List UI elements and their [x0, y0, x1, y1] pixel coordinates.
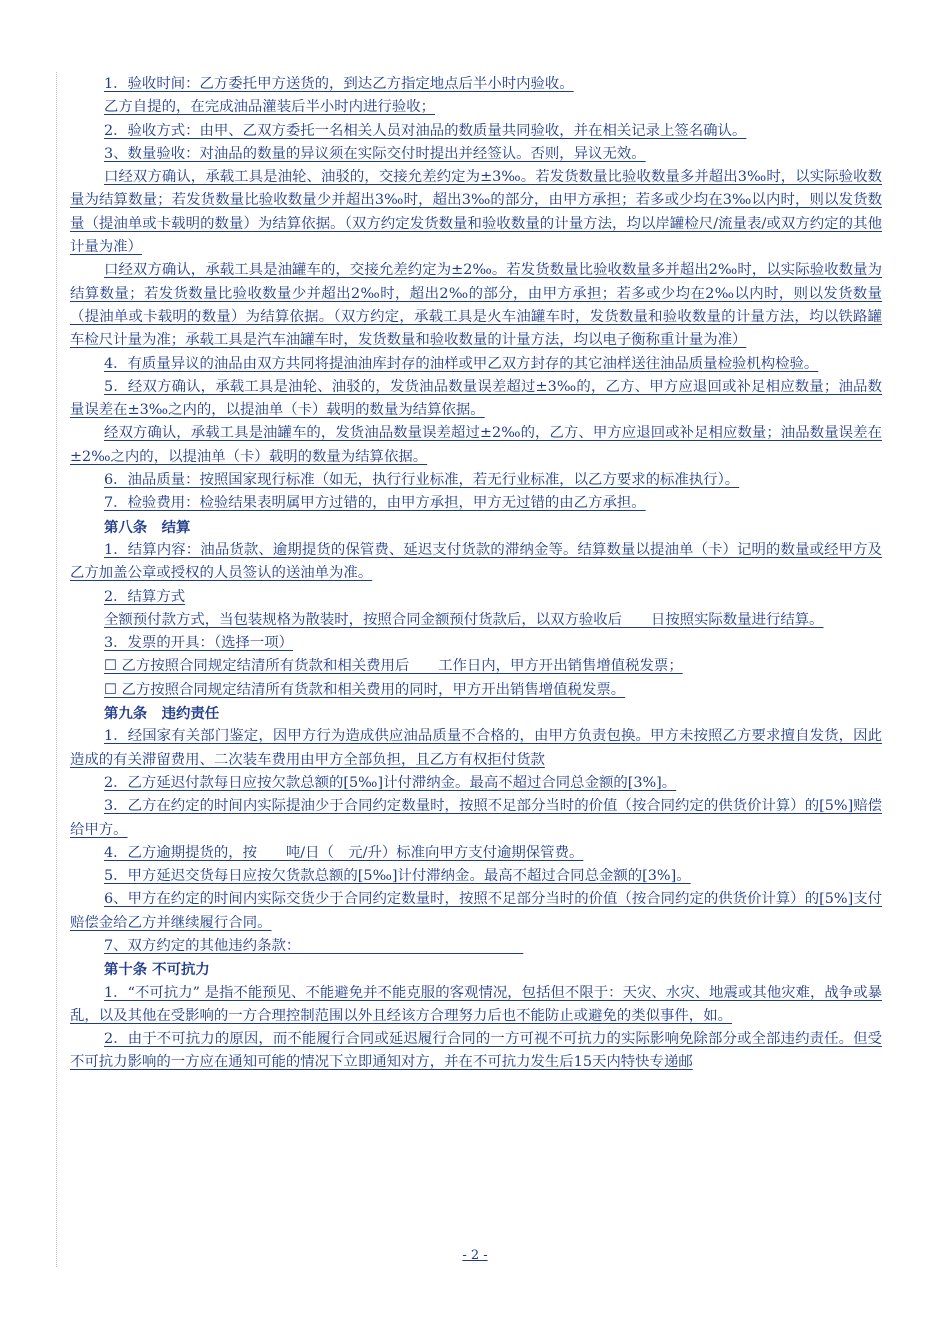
paragraph-text: 全额预付款方式，当包装规格为散装时，按照合同金额预付货款后，以双方验收后 日按照实际数量进行结算。 — [104, 611, 824, 628]
paragraph-text: 5．经双方确认，承载工具是油轮、油驳的，发货油品数量误差超过±3‰的，乙方、甲方应退回或补足相应数量；油品数量误差在±3‰之内的，以提油单（卡）载明的数量为结算依据。 — [70, 378, 882, 419]
clause-paragraph — [70, 632, 882, 655]
paragraph-text: 4．乙方逾期提货的，按 吨/日（ 元/升）标准向甲方支付逾期保管费。 — [104, 844, 584, 861]
paragraph-text: 1．验收时间：乙方委托甲方送货的，到达乙方指定地点后半小时内验收。 — [104, 76, 574, 92]
clause-paragraph — [70, 609, 882, 632]
clause-paragraph — [70, 96, 882, 119]
paragraph-text: 4．有质量异议的油品由双方共同将提油油库封存的油样或甲乙双方封存的其它油样送往油品质量检验机构检验。 — [104, 355, 819, 372]
paragraph-text: 1．结算内容：油品货款、逾期提货的保管费、延迟支付货款的滞纳金等。结算数量以提油单（卡）记明的数量或经甲方及乙方加盖公章或授权的人员签认的送油单为准。 — [70, 541, 882, 582]
clause-paragraph — [70, 539, 882, 586]
clause-paragraph — [70, 353, 882, 376]
clause-paragraph — [70, 259, 882, 352]
paragraph-text: 1．经国家有关部门鉴定，因甲方行为造成供应油品质量不合格的，由甲方负责包换。甲方未按照乙方要求擅自发货，因此造成的有关滞留费用、二次装车费用由甲方全部负担，且乙方有权拒付货款 — [70, 728, 882, 768]
paragraph-text: 2．结算方式 — [104, 588, 186, 605]
paragraph-text: 3．发票的开具：（选择一项） — [104, 635, 294, 652]
clause-paragraph — [70, 865, 882, 888]
paragraph-text: 5．甲方延迟交货每日应按欠货款总额的[5‰]计付滞纳金。最高不超过合同总金额的[3%]。 — [104, 868, 691, 885]
paragraph-text: 6、甲方在约定的时间内实际交货少于合同约定数量时，按照不足部分当时的价值（按合同约定的供货价计算）的[5%]支付赔偿金给乙方并继续履行合同。 — [70, 891, 882, 931]
clause-paragraph — [70, 422, 882, 469]
clause-paragraph — [70, 655, 882, 678]
page-number: - 2 - — [462, 1248, 488, 1263]
clause-paragraph — [70, 143, 882, 166]
paragraph-text: 3．乙方在约定的时间内实际提油少于合同约定数量时，按照不足部分当时的价值（按合同约定的供货价计算）的[5%]赔偿给甲方。 — [70, 798, 882, 838]
clause-paragraph — [70, 679, 882, 702]
paragraph-text: 6．油品质量：按照国家现行标准（如无，执行行业标准，若无行业标准，以乙方要求的标准执行）。 — [104, 472, 740, 489]
paragraph-text: 2．验收方式：由甲、乙双方委托一名相关人员对油品的数质量共同验收，并在相关记录上签名确认。 — [104, 122, 747, 139]
section-heading — [70, 958, 882, 981]
section-heading — [70, 702, 882, 725]
clause-paragraph — [70, 376, 882, 423]
paragraph-text: 第十条 不可抗力 — [104, 961, 210, 979]
clause-paragraph — [70, 888, 882, 935]
paragraph-text: 7．检验费用：检验结果表明属甲方过错的，由甲方承担，甲方无过错的由乙方承担。 — [104, 495, 646, 512]
paragraph-text: ☐ 乙方按照合同规定结清所有货款和相关费用后 工作日内，甲方开出销售增值税发票； — [104, 658, 683, 675]
clause-paragraph — [70, 1028, 882, 1075]
page-footer — [0, 1248, 950, 1263]
paragraph-text: 经双方确认，承载工具是油罐车的，发货油品数量误差超过±2‰的，乙方、甲方应退回或补足相应数量；油品数量误差在±2‰之内的，以提油单（卡）载明的数量为结算依据。 — [70, 425, 882, 465]
clause-paragraph — [70, 120, 882, 143]
paragraph-text: 第九条 违约责任 — [104, 705, 220, 723]
clause-paragraph — [70, 469, 882, 492]
clause-paragraph — [70, 73, 882, 96]
clause-paragraph — [70, 166, 882, 259]
clause-paragraph — [70, 982, 882, 1029]
paragraph-text: 1．“不可抗力” 是指不能预见、不能避免并不能克服的客观情况，包括但不限于：天灾、水灾、地震或其他灾难，战争或暴乱，以及其他在受影响的一方合理控制范围以外且经该方合理努力后也不能防止或避免的类似事件，如。 — [70, 984, 882, 1024]
paragraph-text: 乙方自提的，在完成油品灌装后半小时内进行验收； — [104, 99, 435, 116]
clause-paragraph — [70, 586, 882, 609]
clause-paragraph — [70, 935, 882, 958]
clause-paragraph — [70, 795, 882, 842]
margin-guide-line — [56, 72, 57, 1267]
paragraph-text: 7、双方约定的其他违约条款： — [104, 937, 524, 954]
clause-paragraph — [70, 842, 882, 865]
clause-paragraph — [70, 725, 882, 772]
clause-paragraph — [70, 772, 882, 795]
paragraph-text: ☐ 乙方按照合同规定结清所有货款和相关费用的同时，甲方开出销售增值税发票。 — [104, 681, 626, 698]
paragraph-text: 口经双方确认，承载工具是油轮、油驳的，交接允差约定为±3‰。若发货数量比验收数量多并超出3‰时，以实际验收数量为结算数量；若发货数量比验收数量少并超出3‰时，超出3‰的部分，由甲方承担；若多或少均在3‰以内时，则以发货数量（提油单或卡载明的数量）为结算依据。（双方约定发货数量和验收数量的计量方法，均以岸罐检尺/流量表/或双方约定的其他计量为准） — [70, 169, 882, 256]
clause-paragraph — [70, 492, 882, 515]
paragraph-text: 口经双方确认，承载工具是油罐车的，交接允差约定为±2‰。若发货数量比验收数量多并超出2‰时，以实际验收数量为结算数量；若发货数量比验收数量少并超出2‰时，超出2‰的部分，由甲方承担；若多或少均在2‰以内时，则以发货数量（提油单或卡载明的数量）为结算依据。（双方约定，承载工具是火车油罐车时，发货数量和验收数量的计量方法，均以铁路罐车检尺计量为准；承载工具是汽车油罐车时，发货数量和验收数量的计量方法，均以电子衡称重计量为准） — [70, 262, 882, 349]
paragraph-text: 2．由于不可抗力的原因，而不能履行合同或延迟履行合同的一方可视不可抗力的实际影响免除部分或全部违约责任。但受不可抗力影响的一方应在通知可能的情况下立即通知对方，并在不可抗力发生后15天内特快专递邮 — [70, 1031, 882, 1071]
paragraph-text: 3、数量验收：对油品的数量的异议须在实际交付时提出并经签认。否则，异议无效。 — [104, 145, 646, 162]
contract-body — [70, 73, 882, 1075]
paragraph-text: 2．乙方延迟付款每日应按欠款总额的[5‰]计付滞纳金。最高不超过合同总金额的[3%]。 — [104, 774, 677, 791]
section-heading — [70, 516, 882, 539]
paragraph-text: 第八条 结算 — [104, 518, 191, 536]
